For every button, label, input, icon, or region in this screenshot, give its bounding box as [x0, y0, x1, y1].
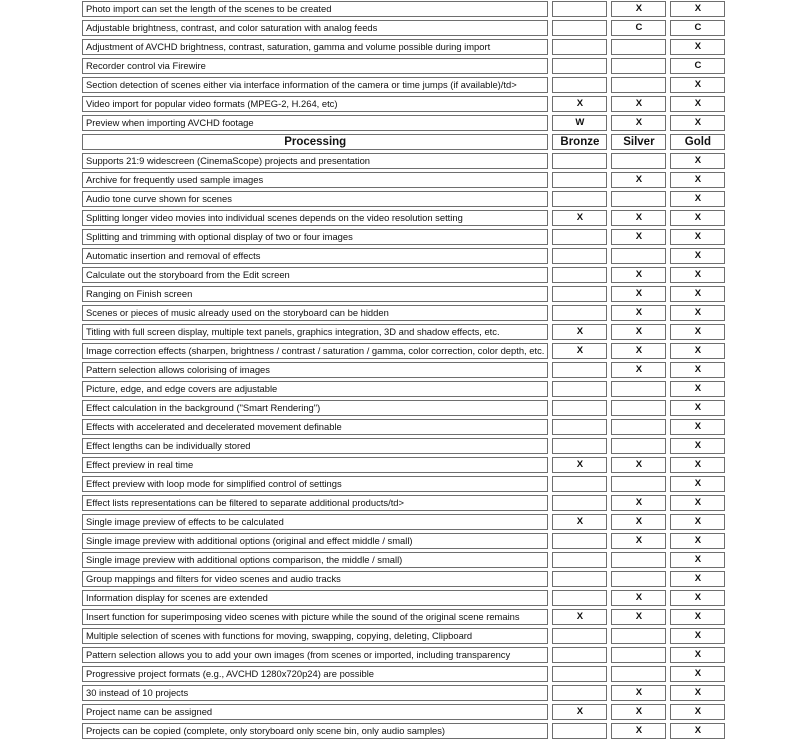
gold-cell: X	[670, 96, 725, 112]
feature-cell: Single image preview of effects to be calculated	[82, 514, 548, 530]
table-row	[82, 20, 725, 36]
bronze-cell	[552, 476, 607, 492]
gold-cell: X	[670, 153, 725, 169]
feature-cell: Audio tone curve shown for scenes	[82, 191, 548, 207]
silver-cell: X	[611, 1, 666, 17]
feature-cell: Section detection of scenes either via interface information of the camera or time jumps (if available)/td>	[82, 77, 548, 93]
bronze-cell	[552, 685, 607, 701]
section-title: Processing	[82, 134, 548, 150]
column-header-silver: Silver	[611, 134, 666, 150]
gold-cell: X	[670, 381, 725, 397]
bronze-cell	[552, 248, 607, 264]
feature-cell: Project name can be assigned	[82, 704, 548, 720]
feature-table-body	[82, 1, 725, 739]
table-row	[82, 362, 725, 378]
bronze-cell	[552, 191, 607, 207]
bronze-cell: W	[552, 115, 607, 131]
feature-comparison-table	[78, 0, 729, 742]
bronze-cell	[552, 77, 607, 93]
feature-cell: Ranging on Finish screen	[82, 286, 548, 302]
gold-cell: X	[670, 362, 725, 378]
silver-cell: X	[611, 267, 666, 283]
silver-cell: X	[611, 704, 666, 720]
table-row	[82, 590, 725, 606]
gold-cell: X	[670, 628, 725, 644]
silver-cell: X	[611, 286, 666, 302]
table-row	[82, 628, 725, 644]
silver-cell	[611, 400, 666, 416]
silver-cell	[611, 552, 666, 568]
feature-cell: Effect preview with loop mode for simplified control of settings	[82, 476, 548, 492]
gold-cell: X	[670, 666, 725, 682]
bronze-cell	[552, 495, 607, 511]
silver-cell: X	[611, 514, 666, 530]
bronze-cell	[552, 571, 607, 587]
table-row	[82, 514, 725, 530]
silver-cell: X	[611, 305, 666, 321]
feature-cell: Adjustment of AVCHD brightness, contrast, saturation, gamma and volume possible during import	[82, 39, 548, 55]
table-row	[82, 210, 725, 226]
bronze-cell: X	[552, 609, 607, 625]
gold-cell: X	[670, 457, 725, 473]
bronze-cell	[552, 438, 607, 454]
gold-cell: X	[670, 343, 725, 359]
silver-cell: X	[611, 723, 666, 739]
gold-cell: X	[670, 533, 725, 549]
bronze-cell	[552, 647, 607, 663]
gold-cell: X	[670, 400, 725, 416]
feature-cell: Recorder control via Firewire	[82, 58, 548, 74]
bronze-cell: X	[552, 210, 607, 226]
feature-cell: Insert function for superimposing video scenes with picture while the sound of the original scene remains	[82, 609, 548, 625]
table-row	[82, 647, 725, 663]
feature-cell: Information display for scenes are extended	[82, 590, 548, 606]
silver-cell: X	[611, 533, 666, 549]
feature-cell: Titling with full screen display, multiple text panels, graphics integration, 3D and shadow effects, etc.	[82, 324, 548, 340]
table-row	[82, 191, 725, 207]
feature-cell: Single image preview with additional options (original and effect middle / small)	[82, 533, 548, 549]
bronze-cell	[552, 628, 607, 644]
feature-cell: Automatic insertion and removal of effects	[82, 248, 548, 264]
gold-cell: X	[670, 723, 725, 739]
feature-cell: Pattern selection allows colorising of images	[82, 362, 548, 378]
table-row	[82, 115, 725, 131]
feature-cell: Effect preview in real time	[82, 457, 548, 473]
table-row	[82, 476, 725, 492]
table-row	[82, 39, 725, 55]
table-row	[82, 457, 725, 473]
feature-cell: Photo import can set the length of the scenes to be created	[82, 1, 548, 17]
gold-cell: X	[670, 514, 725, 530]
gold-cell: X	[670, 172, 725, 188]
gold-cell: X	[670, 476, 725, 492]
silver-cell: X	[611, 343, 666, 359]
feature-cell: Effect lists representations can be filtered to separate additional products/td>	[82, 495, 548, 511]
bronze-cell	[552, 400, 607, 416]
feature-cell: Splitting and trimming with optional display of two or four images	[82, 229, 548, 245]
silver-cell: X	[611, 96, 666, 112]
table-row	[82, 77, 725, 93]
feature-cell: Group mappings and filters for video scenes and audio tracks	[82, 571, 548, 587]
table-row	[82, 495, 725, 511]
table-row	[82, 723, 725, 739]
bronze-cell	[552, 666, 607, 682]
silver-cell: X	[611, 495, 666, 511]
table-row	[82, 571, 725, 587]
bronze-cell	[552, 362, 607, 378]
table-row	[82, 400, 725, 416]
bronze-cell	[552, 39, 607, 55]
feature-cell: Effect lengths can be individually stored	[82, 438, 548, 454]
gold-cell: X	[670, 191, 725, 207]
feature-cell: Video import for popular video formats (MPEG-2, H.264, etc)	[82, 96, 548, 112]
silver-cell	[611, 248, 666, 264]
gold-cell: X	[670, 590, 725, 606]
bronze-cell: X	[552, 457, 607, 473]
bronze-cell	[552, 419, 607, 435]
bronze-cell	[552, 286, 607, 302]
silver-cell: X	[611, 609, 666, 625]
table-row	[82, 685, 725, 701]
bronze-cell	[552, 58, 607, 74]
gold-cell: X	[670, 39, 725, 55]
silver-cell: X	[611, 590, 666, 606]
bronze-cell: X	[552, 514, 607, 530]
feature-cell: Splitting longer video movies into individual scenes depends on the video resolution setting	[82, 210, 548, 226]
table-row	[82, 609, 725, 625]
feature-cell: Preview when importing AVCHD footage	[82, 115, 548, 131]
bronze-cell	[552, 20, 607, 36]
bronze-cell	[552, 172, 607, 188]
gold-cell: X	[670, 77, 725, 93]
table-row	[82, 267, 725, 283]
bronze-cell	[552, 305, 607, 321]
table-row	[82, 229, 725, 245]
table-row	[82, 552, 725, 568]
table-row	[82, 305, 725, 321]
bronze-cell: X	[552, 704, 607, 720]
feature-cell: Single image preview with additional options comparison, the middle / small)	[82, 552, 548, 568]
gold-cell: C	[670, 20, 725, 36]
bronze-cell	[552, 267, 607, 283]
feature-cell: Supports 21:9 widescreen (CinemaScope) projects and presentation	[82, 153, 548, 169]
feature-cell: Image correction effects (sharpen, brightness / contrast / saturation / gamma, color correction, color depth, etc.	[82, 343, 548, 359]
bronze-cell	[552, 381, 607, 397]
silver-cell: X	[611, 115, 666, 131]
silver-cell: X	[611, 362, 666, 378]
table-row	[82, 1, 725, 17]
gold-cell: X	[670, 248, 725, 264]
bronze-cell: X	[552, 343, 607, 359]
feature-cell: Projects can be copied (complete, only storyboard only scene bin, only audio samples)	[82, 723, 548, 739]
bronze-cell	[552, 552, 607, 568]
silver-cell	[611, 39, 666, 55]
gold-cell: X	[670, 305, 725, 321]
feature-cell: Pattern selection allows you to add your own images (from scenes or imported, including transparency	[82, 647, 548, 663]
silver-cell: X	[611, 457, 666, 473]
gold-cell: C	[670, 58, 725, 74]
bronze-cell: X	[552, 324, 607, 340]
feature-cell: 30 instead of 10 projects	[82, 685, 548, 701]
feature-cell: Effect calculation in the background ("Smart Rendering")	[82, 400, 548, 416]
gold-cell: X	[670, 685, 725, 701]
bronze-cell	[552, 590, 607, 606]
silver-cell	[611, 153, 666, 169]
bronze-cell	[552, 723, 607, 739]
table-row	[82, 343, 725, 359]
table-row	[82, 286, 725, 302]
bronze-cell	[552, 533, 607, 549]
table-row	[82, 172, 725, 188]
table-row	[82, 248, 725, 264]
gold-cell: X	[670, 609, 725, 625]
table-row	[82, 96, 725, 112]
silver-cell	[611, 381, 666, 397]
silver-cell: X	[611, 210, 666, 226]
feature-cell: Archive for frequently used sample images	[82, 172, 548, 188]
silver-cell: X	[611, 685, 666, 701]
gold-cell: X	[670, 324, 725, 340]
silver-cell	[611, 58, 666, 74]
feature-cell: Calculate out the storyboard from the Edit screen	[82, 267, 548, 283]
feature-cell: Picture, edge, and edge covers are adjustable	[82, 381, 548, 397]
gold-cell: X	[670, 210, 725, 226]
column-header-gold: Gold	[670, 134, 725, 150]
silver-cell: X	[611, 324, 666, 340]
table-row	[82, 153, 725, 169]
bronze-cell	[552, 153, 607, 169]
gold-cell: X	[670, 571, 725, 587]
gold-cell: X	[670, 552, 725, 568]
table-row	[82, 324, 725, 340]
feature-cell: Scenes or pieces of music already used on the storyboard can be hidden	[82, 305, 548, 321]
feature-cell: Multiple selection of scenes with functions for moving, swapping, copying, deleting, Clipboard	[82, 628, 548, 644]
gold-cell: X	[670, 419, 725, 435]
gold-cell: X	[670, 704, 725, 720]
gold-cell: X	[670, 115, 725, 131]
table-row	[82, 533, 725, 549]
gold-cell: X	[670, 1, 725, 17]
silver-cell: C	[611, 20, 666, 36]
feature-cell: Progressive project formats (e.g., AVCHD 1280x720p24) are possible	[82, 666, 548, 682]
gold-cell: X	[670, 286, 725, 302]
table-row	[82, 58, 725, 74]
silver-cell: X	[611, 229, 666, 245]
section-header-row	[82, 134, 725, 150]
silver-cell	[611, 571, 666, 587]
bronze-cell: X	[552, 96, 607, 112]
gold-cell: X	[670, 267, 725, 283]
gold-cell: X	[670, 229, 725, 245]
gold-cell: X	[670, 647, 725, 663]
table-row	[82, 419, 725, 435]
gold-cell: X	[670, 495, 725, 511]
silver-cell	[611, 647, 666, 663]
feature-cell: Effects with accelerated and decelerated movement definable	[82, 419, 548, 435]
silver-cell	[611, 191, 666, 207]
table-row	[82, 666, 725, 682]
bronze-cell	[552, 229, 607, 245]
silver-cell	[611, 666, 666, 682]
bronze-cell	[552, 1, 607, 17]
feature-cell: Adjustable brightness, contrast, and color saturation with analog feeds	[82, 20, 548, 36]
silver-cell	[611, 438, 666, 454]
silver-cell	[611, 419, 666, 435]
silver-cell: X	[611, 172, 666, 188]
column-header-bronze: Bronze	[552, 134, 607, 150]
silver-cell	[611, 77, 666, 93]
table-row	[82, 381, 725, 397]
silver-cell	[611, 628, 666, 644]
silver-cell	[611, 476, 666, 492]
gold-cell: X	[670, 438, 725, 454]
table-row	[82, 438, 725, 454]
